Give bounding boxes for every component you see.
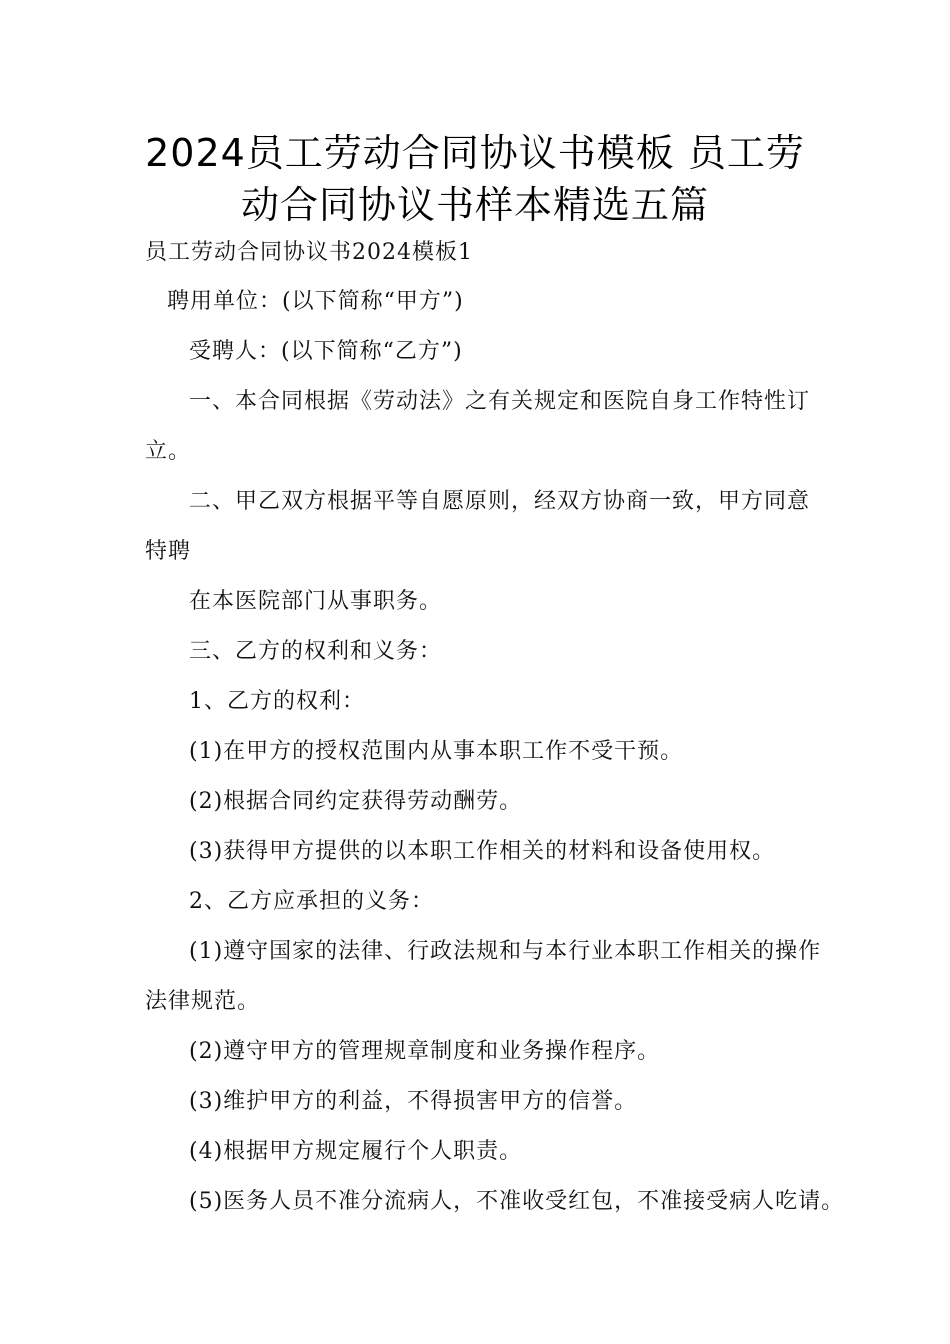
paragraph-duties-heading: 2、乙方应承担的义务： xyxy=(189,889,434,914)
paragraph-duty-1-cont: 法律规范。 xyxy=(145,989,261,1014)
paragraph-clause-1-cont: 立。 xyxy=(145,439,192,464)
paragraph-duty-2: (2)遵守甲方的管理规章制度和业务操作程序。 xyxy=(189,1039,661,1064)
document-subtitle: 员工劳动合同协议书2024模板1 xyxy=(145,240,473,265)
paragraph-employer: 聘用单位：(以下简称“甲方”) xyxy=(167,289,464,314)
paragraph-department: 在本医院部门从事职务。 xyxy=(189,589,443,614)
paragraph-clause-3: 三、乙方的权利和义务： xyxy=(189,639,443,664)
paragraph-clause-1: 一、本合同根据《劳动法》之有关规定和医院自身工作特性订 xyxy=(189,389,811,414)
paragraph-clause-2: 二、甲乙双方根据平等自愿原则，经双方协商一致，甲方同意 xyxy=(189,489,811,514)
paragraph-duty-4: (4)根据甲方规定履行个人职责。 xyxy=(189,1139,523,1164)
paragraph-right-2: (2)根据合同约定获得劳动酬劳。 xyxy=(189,789,523,814)
paragraph-employee: 受聘人：(以下简称“乙方”) xyxy=(189,339,463,364)
paragraph-right-3: (3)获得甲方提供的以本职工作相关的材料和设备使用权。 xyxy=(189,839,776,864)
paragraph-duty-3: (3)维护甲方的利益，不得损害甲方的信誉。 xyxy=(189,1089,638,1114)
document-title-line-2: 动合同协议书样本精选五篇 xyxy=(240,183,709,227)
paragraph-rights-heading: 1、乙方的权利： xyxy=(189,689,365,714)
paragraph-duty-1: (1)遵守国家的法律、行政法规和与本行业本职工作相关的操作 xyxy=(189,939,822,964)
paragraph-clause-2-cont: 特聘 xyxy=(145,539,192,564)
document-title-line-1: 2024员工劳动合同协议书模板 员工劳 xyxy=(145,131,805,175)
paragraph-duty-5: (5)医务人员不准分流病人，不准收受红包，不准接受病人吃请。 xyxy=(189,1189,845,1214)
paragraph-right-1: (1)在甲方的授权范围内从事本职工作不受干预。 xyxy=(189,739,684,764)
